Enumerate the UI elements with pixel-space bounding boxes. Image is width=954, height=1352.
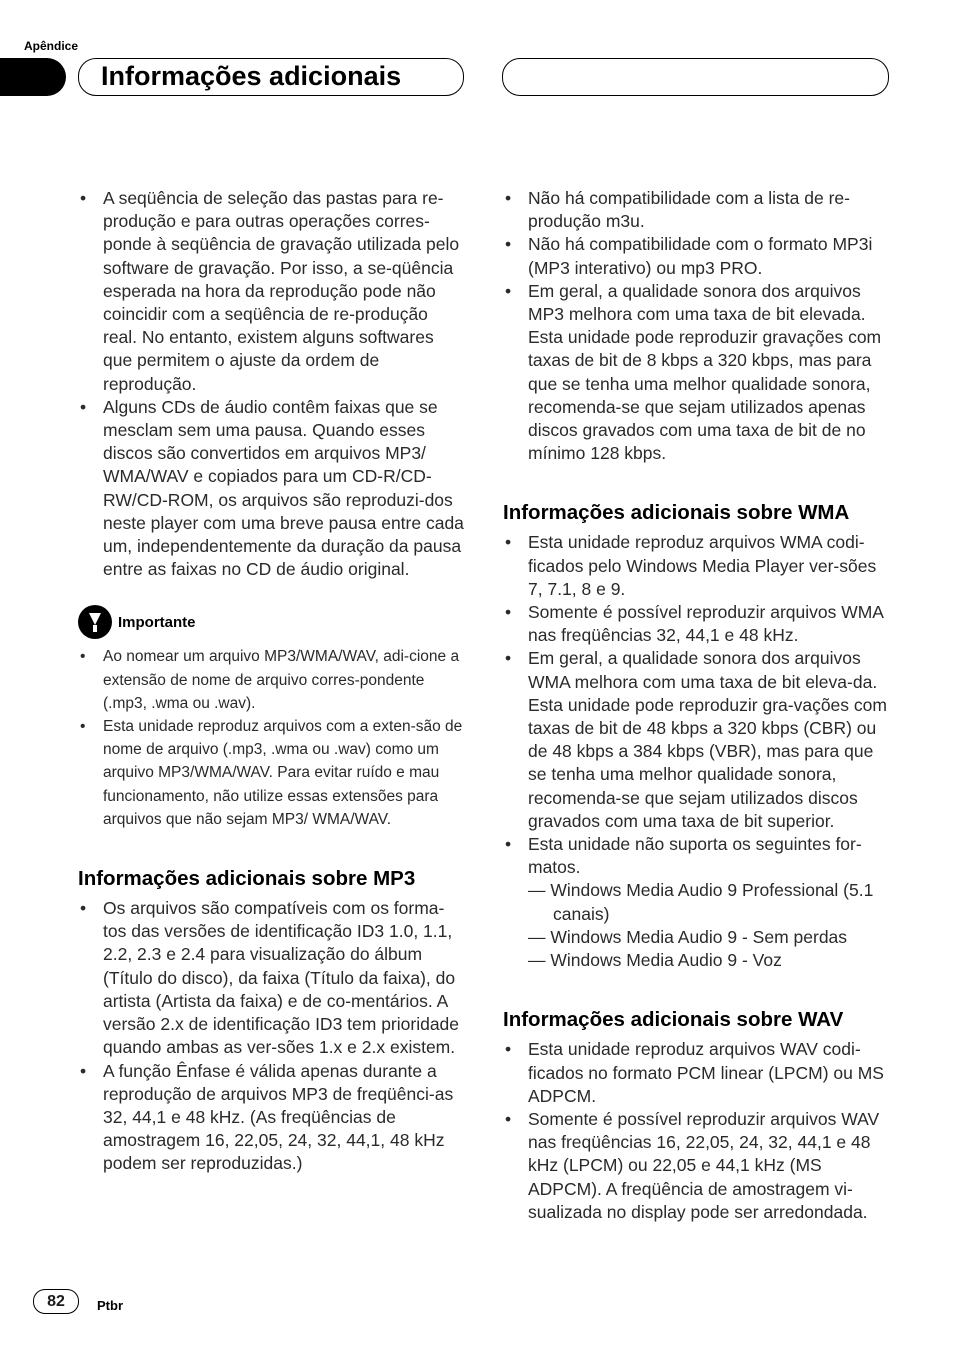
wma-formats-list [528, 879, 889, 972]
list-item: • Em geral, a qualidade sonora dos arquivos MP3 melhora com uma taxa de bit elevada. Esta unidade pode reproduzir gravações com taxas de bit de 8 kbps a 320 kbps, mas para que se tenha uma melhor qualidade sonora, recomenda-se que sejam utilizados apenas discos gravados com uma taxa de bit de no mínimo 128 kbps. [503, 280, 889, 466]
intro-bullet-list [78, 187, 464, 581]
title-box [78, 58, 464, 96]
list-item: • Ao nomear um arquivo MP3/WMA/WAV, adi-cione a extensão de nome de arquivo corres-pondente (.mp3, .wma ou .wav). [78, 645, 464, 715]
wav-bullet-list [503, 1038, 889, 1224]
list-item: • Somente é possível reproduzir arquivos WAV nas freqüências 16, 22,05, 24, 32, 44,1 e 48 kHz (LPCM) ou 22,05 e 44,1 kHz (MS ADPCM). A freqüência de amostragem vi-sualizada no display pode ser arredondada. [503, 1108, 889, 1224]
important-header [78, 605, 464, 639]
mp3-continued-bullet-list [503, 187, 889, 465]
left-column [78, 187, 464, 1176]
list-item: • Esta unidade reproduz arquivos WMA codi-ficados pelo Windows Media Player ver-sões 7, 7.1, 8 e 9. [503, 531, 889, 601]
list-item: • A seqüência de seleção das pastas para re-produção e para outras operações corres-ponde à seqüência de gravação utilizada pelo software de gravação. Por isso, a se-qüência esperada na hora da reprodução pode não coincidir com a seqüência de re-produção real. No entanto, existem alguns softwares que permitem o ajuste da ordem de reprodução. [78, 187, 464, 396]
list-item: • Em geral, a qualidade sonora dos arquivos WMA melhora com uma taxa de bit eleva-da. Esta unidade pode reproduzir gra-vações com taxas de bit de 48 kbps a 320 kbps (CBR) ou de 48 kbps a 384 kbps (VBR), mas para que se tenha uma melhor qualidade sonora, recomenda-se que sejam utilizados discos gravados com uma taxa de bit superior. [503, 647, 889, 833]
list-item: • Esta unidade reproduz arquivos com a exten-são de nome de arquivo (.mp3, .wma ou .wav) como um arquivo MP3/WMA/WAV. Para evitar ruído e mau funcionamento, não utilize essas extensões para arquivos que não sejam MP3/ WMA/WAV. [78, 715, 464, 831]
page-title: Informações adicionais [101, 61, 402, 91]
wav-heading: Informações adicionais sobre WAV [503, 1008, 844, 1032]
wma-unsupported-intro: Esta unidade não suporta os seguintes for-matos. [528, 834, 862, 878]
list-item: • Não há compatibilidade com o formato MP3i (MP3 interativo) ou mp3 PRO. [503, 233, 889, 279]
important-label: Importante [118, 613, 196, 631]
list-item: — Windows Media Audio 9 - Voz [528, 950, 782, 971]
mp3-heading: Informações adicionais sobre MP3 [78, 867, 416, 891]
list-item: • Não há compatibilidade com a lista de re-produção m3u. [503, 187, 889, 233]
important-bullet-list [78, 645, 464, 831]
list-item: — Windows Media Audio 9 Professional (5.1 canais) [528, 880, 874, 924]
list-item: • A função Ênfase é válida apenas durante a reprodução de arquivos MP3 de freqüênci-as 32, 44,1 e 48 kHz. (As freqüências de amostragem 16, 22,05, 24, 32, 44,1, 48 kHz podem ser reproduzidas.) [78, 1060, 464, 1176]
mp3-bullet-list [78, 897, 464, 1175]
section-label: Apêndice [24, 39, 79, 53]
list-item: — Windows Media Audio 9 - Sem perdas [528, 926, 848, 947]
wma-bullet-list [503, 531, 889, 972]
list-item: • Esta unidade reproduz arquivos WAV codi-ficados no formato PCM linear (LPCM) ou MS ADPCM. [503, 1038, 889, 1108]
important-icon [78, 605, 112, 639]
wma-heading: Informações adicionais sobre WMA [503, 501, 850, 525]
list-item: • Somente é possível reproduzir arquivos WMA nas freqüências 32, 44,1 e 48 kHz. [503, 601, 889, 647]
page-number: 82 [33, 1289, 79, 1314]
right-column [503, 187, 889, 1224]
header-tab [0, 58, 66, 96]
list-item [503, 833, 889, 972]
list-item: • Os arquivos são compatíveis com os forma-tos das versões de identificação ID3 1.0, 1.1, 2.2, 2.3 e 2.4 para visualização do álbum (Título do disco), da faixa (Título da faixa), do artista (Artista da faixa) e de co-mentários. A versão 2.x de identificação ID3 tem prioridade quando ambas as ver-sões 1.x e 2.x existem. [78, 897, 464, 1059]
list-item: • Alguns CDs de áudio contêm faixas que se mesclam sem uma pausa. Quando esses discos são convertidos em arquivos MP3/ WMA/WAV e copiados para um CD-R/CD-RW/CD-ROM, os arquivos são reproduzi-dos neste player com uma breve pausa entre cada um, independentemente da duração da pausa entre as faixas no CD de áudio original. [78, 396, 464, 582]
language-label: Ptbr [97, 1298, 123, 1313]
header-empty-box [502, 58, 889, 96]
